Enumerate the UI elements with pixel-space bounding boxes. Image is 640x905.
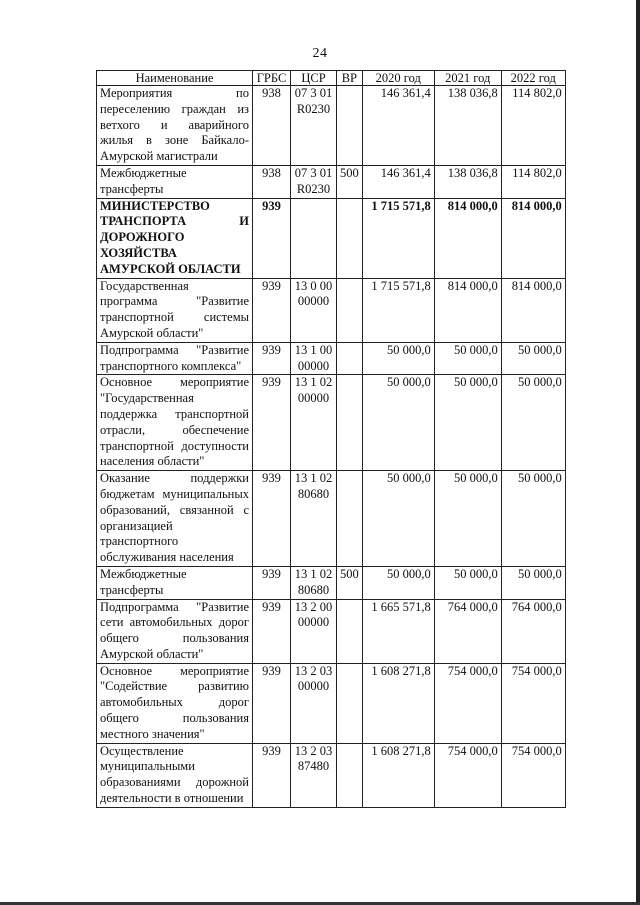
cell-year-2020: 1 608 271,8: [362, 743, 434, 807]
cell-grbs: 938: [253, 165, 291, 198]
table-header-row: [97, 71, 566, 86]
cell-grbs: 939: [253, 278, 291, 342]
cell-csr: 07 3 01 R0230: [291, 86, 337, 166]
cell-csr: 13 0 00 00000: [291, 278, 337, 342]
cell-year-2020: 1 715 571,8: [362, 278, 434, 342]
cell-csr: 13 1 00 00000: [291, 342, 337, 375]
header-year-2022: 2022 год: [501, 71, 565, 86]
header-year-2020: 2020 год: [362, 71, 434, 86]
cell-vr: [337, 198, 363, 278]
cell-year-2020: 50 000,0: [362, 375, 434, 471]
cell-grbs: 939: [253, 342, 291, 375]
cell-year-2020: 1 715 571,8: [362, 198, 434, 278]
cell-name: Осуществление муниципальными образованиями дорожной деятельности в отношении: [97, 743, 253, 807]
cell-year-2022: 764 000,0: [501, 599, 565, 663]
cell-year-2021: 138 036,8: [434, 86, 501, 166]
table-row: [97, 743, 566, 807]
cell-name: Межбюджетные трансферты: [97, 566, 253, 599]
cell-year-2022: 114 802,0: [501, 86, 565, 166]
table-row: [97, 375, 566, 471]
cell-name: Мероприятия по переселению граждан из ветхого и аварийного жилья в зоне Байкало-Амурской магистрали: [97, 86, 253, 166]
cell-year-2021: 814 000,0: [434, 198, 501, 278]
cell-year-2021: 754 000,0: [434, 663, 501, 743]
cell-vr: [337, 663, 363, 743]
cell-grbs: 938: [253, 86, 291, 166]
cell-year-2020: 146 361,4: [362, 165, 434, 198]
cell-csr: 13 1 02 80680: [291, 566, 337, 599]
header-name: Наименование: [97, 71, 253, 86]
cell-name: Межбюджетные трансферты: [97, 165, 253, 198]
table-body: [97, 86, 566, 808]
cell-grbs: 939: [253, 198, 291, 278]
cell-grbs: 939: [253, 566, 291, 599]
cell-year-2020: 50 000,0: [362, 471, 434, 567]
cell-name: Государственная программа "Развитие транспортной системы Амурской области": [97, 278, 253, 342]
cell-year-2021: 50 000,0: [434, 342, 501, 375]
cell-year-2022: 50 000,0: [501, 471, 565, 567]
table-row: [97, 599, 566, 663]
cell-vr: [337, 342, 363, 375]
cell-vr: [337, 375, 363, 471]
cell-csr: 07 3 01 R0230: [291, 165, 337, 198]
table-row: [97, 86, 566, 166]
cell-vr: 500: [337, 566, 363, 599]
cell-vr: [337, 599, 363, 663]
cell-year-2020: 146 361,4: [362, 86, 434, 166]
cell-grbs: 939: [253, 663, 291, 743]
cell-year-2021: 50 000,0: [434, 566, 501, 599]
header-grbs: ГРБС: [253, 71, 291, 86]
cell-name: Подпрограмма "Развитие транспортного комплекса": [97, 342, 253, 375]
cell-name: Оказание поддержки бюджетам муниципальных образований, связанной с организацией транспортного обслуживания населения: [97, 471, 253, 567]
cell-year-2020: 1 665 571,8: [362, 599, 434, 663]
cell-year-2022: 814 000,0: [501, 278, 565, 342]
cell-vr: [337, 278, 363, 342]
cell-year-2021: 754 000,0: [434, 743, 501, 807]
cell-csr: 13 2 03 00000: [291, 663, 337, 743]
cell-csr: 13 1 02 00000: [291, 375, 337, 471]
cell-name: Подпрограмма "Развитие сети автомобильных дорог общего пользования Амурской области": [97, 599, 253, 663]
cell-name: Основное мероприятие "Государственная поддержка транспортной отрасли, обеспечение транспортной доступности населения области": [97, 375, 253, 471]
table-row: [97, 566, 566, 599]
page-number: 24: [312, 46, 328, 61]
cell-year-2022: 50 000,0: [501, 566, 565, 599]
cell-grbs: 939: [253, 599, 291, 663]
cell-year-2021: 814 000,0: [434, 278, 501, 342]
table-row: [97, 663, 566, 743]
header-csr: ЦСР: [291, 71, 337, 86]
cell-year-2021: 138 036,8: [434, 165, 501, 198]
header-vr: ВР: [337, 71, 363, 86]
cell-year-2022: 754 000,0: [501, 743, 565, 807]
cell-vr: 500: [337, 165, 363, 198]
cell-year-2021: 764 000,0: [434, 599, 501, 663]
cell-year-2022: 50 000,0: [501, 375, 565, 471]
cell-grbs: 939: [253, 471, 291, 567]
cell-year-2021: 50 000,0: [434, 471, 501, 567]
cell-year-2020: 50 000,0: [362, 566, 434, 599]
budget-table: [96, 70, 566, 808]
cell-csr: 13 2 00 00000: [291, 599, 337, 663]
cell-grbs: 939: [253, 743, 291, 807]
cell-vr: [337, 86, 363, 166]
cell-year-2021: 50 000,0: [434, 375, 501, 471]
table-row: [97, 165, 566, 198]
cell-year-2022: 114 802,0: [501, 165, 565, 198]
table-row: [97, 278, 566, 342]
table-row: [97, 471, 566, 567]
cell-year-2020: 1 608 271,8: [362, 663, 434, 743]
cell-grbs: 939: [253, 375, 291, 471]
cell-csr: 13 2 03 87480: [291, 743, 337, 807]
header-year-2021: 2021 год: [434, 71, 501, 86]
table-row: [97, 198, 566, 278]
cell-year-2022: 814 000,0: [501, 198, 565, 278]
cell-name: МИНИСТЕРСТВО ТРАНСПОРТА И ДОРОЖНОГО ХОЗЯЙСТВА АМУРСКОЙ ОБЛАСТИ: [97, 198, 253, 278]
table-row: [97, 342, 566, 375]
cell-vr: [337, 743, 363, 807]
cell-csr: [291, 198, 337, 278]
scan-edge-right: [636, 0, 640, 905]
cell-year-2022: 754 000,0: [501, 663, 565, 743]
cell-year-2020: 50 000,0: [362, 342, 434, 375]
cell-vr: [337, 471, 363, 567]
cell-year-2022: 50 000,0: [501, 342, 565, 375]
cell-name: Основное мероприятие "Содействие развитию автомобильных дорог общего пользования местного значения": [97, 663, 253, 743]
cell-csr: 13 1 02 80680: [291, 471, 337, 567]
